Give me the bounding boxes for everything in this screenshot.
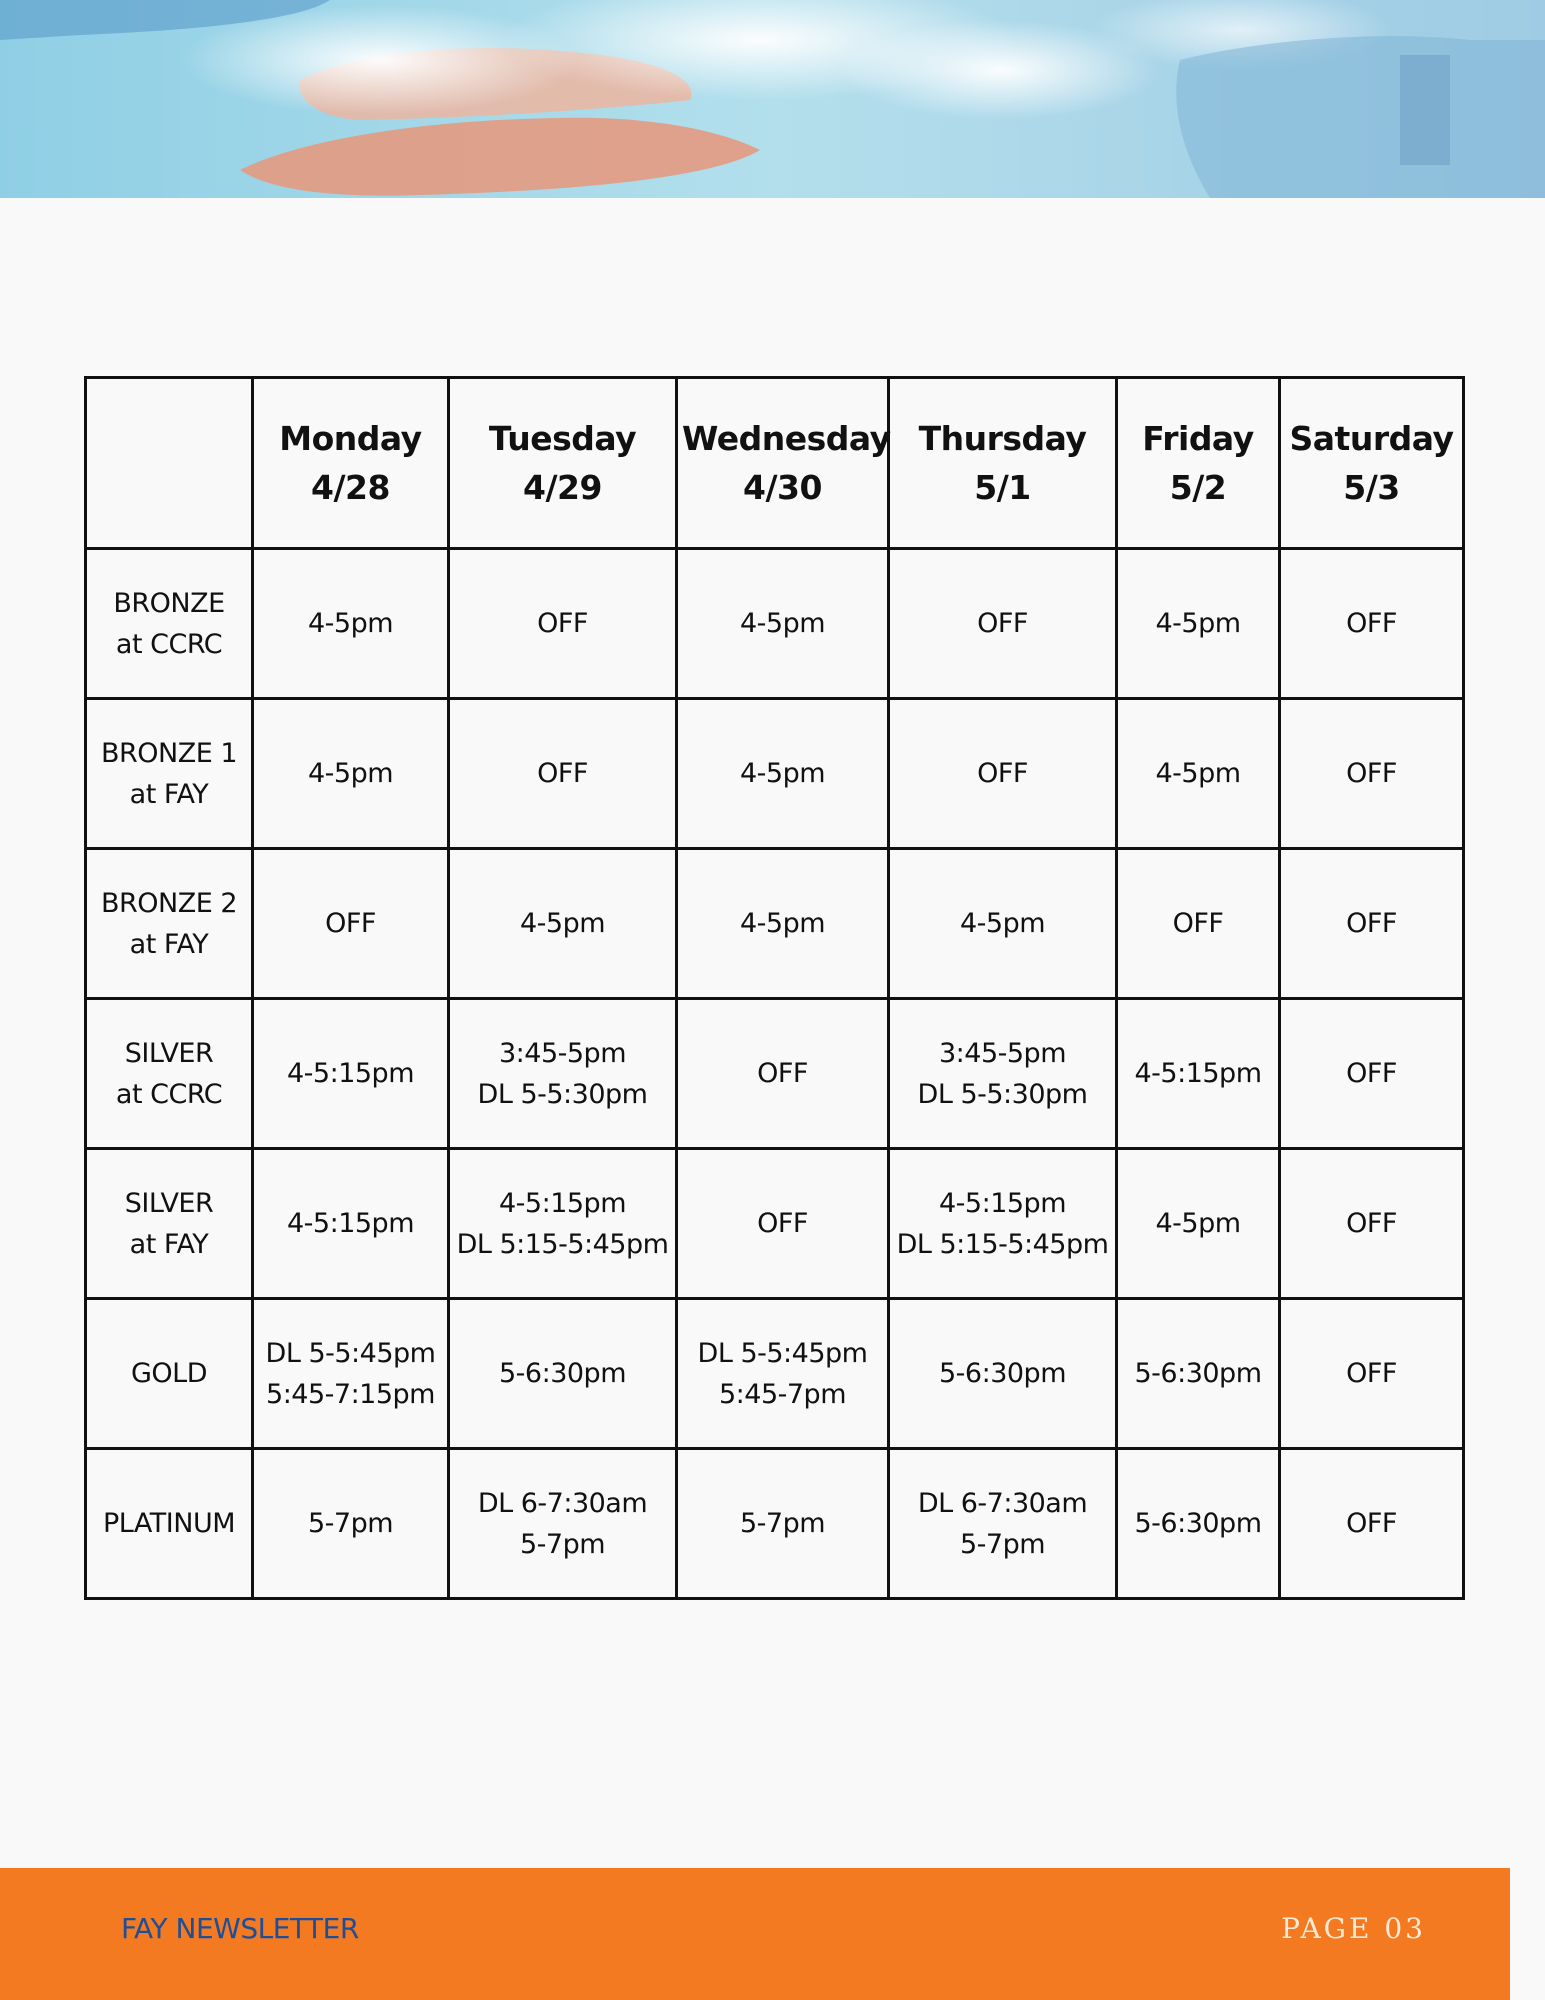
practice-time: OFF bbox=[1172, 908, 1224, 939]
day-name: Monday bbox=[279, 419, 422, 458]
header-day-thursday bbox=[889, 378, 1117, 549]
schedule-cell bbox=[253, 1299, 449, 1449]
practice-time: DL 5:15-5:45pm bbox=[896, 1228, 1109, 1260]
day-name: Friday bbox=[1142, 419, 1254, 458]
group-name-cell bbox=[86, 999, 253, 1149]
practice-time: DL 5-5:45pm bbox=[265, 1337, 436, 1369]
schedule-cell bbox=[253, 1149, 449, 1299]
header-day-saturday bbox=[1280, 378, 1464, 549]
schedule-cell bbox=[449, 999, 677, 1149]
practice-time: 4-5pm bbox=[739, 908, 826, 939]
header-day-monday bbox=[253, 378, 449, 549]
schedule-cell bbox=[1117, 549, 1280, 699]
practice-time: DL 5:15-5:45pm bbox=[456, 1228, 669, 1260]
schedule-cell bbox=[677, 1149, 889, 1299]
practice-time: OFF bbox=[757, 1058, 808, 1089]
day-date: 5/2 bbox=[1169, 468, 1227, 507]
practice-time: 4-5:15pm bbox=[499, 1187, 626, 1219]
schedule-cell bbox=[1280, 1149, 1464, 1299]
group-name-line: SILVER bbox=[124, 1037, 214, 1069]
schedule-cell bbox=[1280, 699, 1464, 849]
schedule-cell bbox=[449, 1299, 677, 1449]
practice-time: 4-5pm bbox=[1155, 1208, 1241, 1239]
practice-time: 3:45-5pm bbox=[499, 1037, 626, 1069]
practice-time: OFF bbox=[1346, 1358, 1397, 1389]
practice-time: 5-6:30pm bbox=[1134, 1358, 1262, 1389]
day-date: 5/3 bbox=[1343, 468, 1400, 507]
schedule-cell bbox=[1117, 999, 1280, 1149]
swimmer-photo-icon bbox=[0, 0, 1545, 198]
day-name: Tuesday bbox=[488, 419, 637, 458]
group-name-line: at CCRC bbox=[115, 628, 223, 660]
practice-time: 4-5:15pm bbox=[939, 1187, 1066, 1219]
schedule-cell bbox=[677, 549, 889, 699]
schedule-cell bbox=[1117, 1149, 1280, 1299]
practice-time: OFF bbox=[977, 608, 1028, 639]
schedule-cell bbox=[253, 699, 449, 849]
day-date: 4/29 bbox=[523, 468, 602, 507]
schedule-cell bbox=[1280, 1449, 1464, 1599]
practice-time: OFF bbox=[977, 758, 1028, 789]
page-number: PAGE 03 bbox=[1281, 1912, 1426, 1945]
schedule-cell bbox=[1280, 999, 1464, 1149]
schedule-row bbox=[86, 549, 1464, 699]
schedule-cell bbox=[677, 699, 889, 849]
practice-time: 4-5:15pm bbox=[1134, 1058, 1262, 1089]
schedule-cell bbox=[1117, 849, 1280, 999]
day-date: 5/1 bbox=[974, 468, 1031, 507]
schedule-cell bbox=[449, 849, 677, 999]
group-name-cell bbox=[86, 699, 253, 849]
group-name-cell bbox=[86, 549, 253, 699]
group-name-cell bbox=[86, 1299, 253, 1449]
schedule-row bbox=[86, 699, 1464, 849]
schedule-cell bbox=[677, 1449, 889, 1599]
group-name-cell bbox=[86, 849, 253, 999]
schedule-cell bbox=[1280, 1299, 1464, 1449]
day-name: Saturday bbox=[1289, 419, 1454, 458]
practice-time: DL 5-5:45pm bbox=[697, 1337, 868, 1369]
schedule-cell bbox=[449, 549, 677, 699]
practice-time: OFF bbox=[1346, 1508, 1397, 1539]
header-day-wednesday bbox=[677, 378, 889, 549]
schedule-row bbox=[86, 849, 1464, 999]
practice-time: 4-5pm bbox=[307, 758, 394, 789]
schedule-cell bbox=[1280, 849, 1464, 999]
practice-time: 5:45-7pm bbox=[719, 1378, 846, 1410]
schedule-cell bbox=[1280, 549, 1464, 699]
schedule-cell bbox=[677, 849, 889, 999]
group-name-line: at CCRC bbox=[115, 1078, 223, 1110]
practice-time: 5-7pm bbox=[959, 1528, 1046, 1560]
schedule-cell bbox=[677, 1299, 889, 1449]
group-name-cell bbox=[86, 1449, 253, 1599]
day-name: Wednesday bbox=[682, 419, 891, 458]
day-name: Thursday bbox=[918, 419, 1087, 458]
practice-time: 4-5pm bbox=[307, 608, 394, 639]
schedule-cell bbox=[1117, 1449, 1280, 1599]
schedule-cell bbox=[253, 849, 449, 999]
practice-time: 3:45-5pm bbox=[939, 1037, 1066, 1069]
schedule-cell bbox=[677, 999, 889, 1149]
group-name-line: BRONZE 1 bbox=[100, 737, 238, 769]
practice-time: OFF bbox=[1346, 608, 1397, 639]
practice-schedule-table bbox=[84, 376, 1465, 1600]
practice-time: 4-5pm bbox=[739, 758, 826, 789]
practice-time: DL 6-7:30am bbox=[477, 1487, 648, 1519]
group-name-line: at FAY bbox=[129, 928, 209, 960]
practice-time: 4-5:15pm bbox=[287, 1208, 414, 1239]
schedule-header-row bbox=[86, 378, 1464, 549]
practice-time: 4-5pm bbox=[1155, 758, 1241, 789]
schedule-cell bbox=[253, 549, 449, 699]
practice-time: 4-5pm bbox=[739, 608, 826, 639]
practice-time: OFF bbox=[757, 1208, 808, 1239]
day-date: 4/30 bbox=[743, 468, 822, 507]
practice-time: 5-6:30pm bbox=[1134, 1508, 1262, 1539]
group-name-line: PLATINUM bbox=[102, 1508, 236, 1539]
practice-time: 4-5pm bbox=[959, 908, 1046, 939]
group-name-line: BRONZE 2 bbox=[100, 887, 238, 919]
practice-time: 5-7pm bbox=[519, 1528, 606, 1560]
header-day-tuesday bbox=[449, 378, 677, 549]
newsletter-title: FAY NEWSLETTER bbox=[121, 1912, 359, 1945]
schedule-row bbox=[86, 1299, 1464, 1449]
practice-time: 5:45-7:15pm bbox=[266, 1378, 435, 1410]
practice-time: OFF bbox=[1346, 758, 1397, 789]
schedule-cell bbox=[449, 1449, 677, 1599]
practice-time: OFF bbox=[537, 608, 588, 639]
header-corner-cell bbox=[86, 378, 253, 549]
practice-time: OFF bbox=[1346, 908, 1397, 939]
practice-time: 4-5pm bbox=[1155, 608, 1241, 639]
group-name-cell bbox=[86, 1149, 253, 1299]
practice-time: 5-7pm bbox=[739, 1508, 826, 1539]
practice-time: OFF bbox=[1346, 1058, 1397, 1089]
schedule-cell bbox=[889, 549, 1117, 699]
header-banner-photo bbox=[0, 0, 1545, 198]
group-name-line: at FAY bbox=[129, 778, 209, 810]
practice-time: OFF bbox=[537, 758, 588, 789]
header-day-friday bbox=[1117, 378, 1280, 549]
schedule-row bbox=[86, 999, 1464, 1149]
group-name-line: SILVER bbox=[124, 1187, 214, 1219]
group-name-line: GOLD bbox=[130, 1358, 207, 1389]
practice-time: 4-5pm bbox=[519, 908, 606, 939]
schedule-cell bbox=[449, 1149, 677, 1299]
schedule-cell bbox=[253, 999, 449, 1149]
schedule-cell bbox=[889, 1299, 1117, 1449]
schedule-row bbox=[86, 1149, 1464, 1299]
practice-time: OFF bbox=[1346, 1208, 1397, 1239]
practice-time: OFF bbox=[325, 908, 376, 939]
schedule-cell bbox=[889, 849, 1117, 999]
schedule-cell bbox=[1117, 1299, 1280, 1449]
schedule-cell bbox=[253, 1449, 449, 1599]
group-name-line: at FAY bbox=[129, 1228, 209, 1260]
footer-bar bbox=[0, 1868, 1510, 2000]
practice-time: 5-6:30pm bbox=[939, 1358, 1066, 1389]
day-date: 4/28 bbox=[311, 468, 390, 507]
group-name-line: BRONZE bbox=[113, 587, 225, 619]
practice-time: DL 6-7:30am bbox=[917, 1487, 1088, 1519]
schedule-cell bbox=[889, 1449, 1117, 1599]
practice-time: DL 5-5:30pm bbox=[917, 1078, 1088, 1110]
schedule-cell bbox=[889, 1149, 1117, 1299]
schedule-cell bbox=[449, 699, 677, 849]
practice-time: DL 5-5:30pm bbox=[477, 1078, 648, 1110]
schedule-cell bbox=[889, 699, 1117, 849]
schedule-row bbox=[86, 1449, 1464, 1599]
schedule-cell bbox=[889, 999, 1117, 1149]
practice-time: 5-7pm bbox=[307, 1508, 394, 1539]
practice-time: 4-5:15pm bbox=[287, 1058, 414, 1089]
practice-time: 5-6:30pm bbox=[499, 1358, 626, 1389]
schedule-cell bbox=[1117, 699, 1280, 849]
schedule-body bbox=[86, 549, 1464, 1599]
